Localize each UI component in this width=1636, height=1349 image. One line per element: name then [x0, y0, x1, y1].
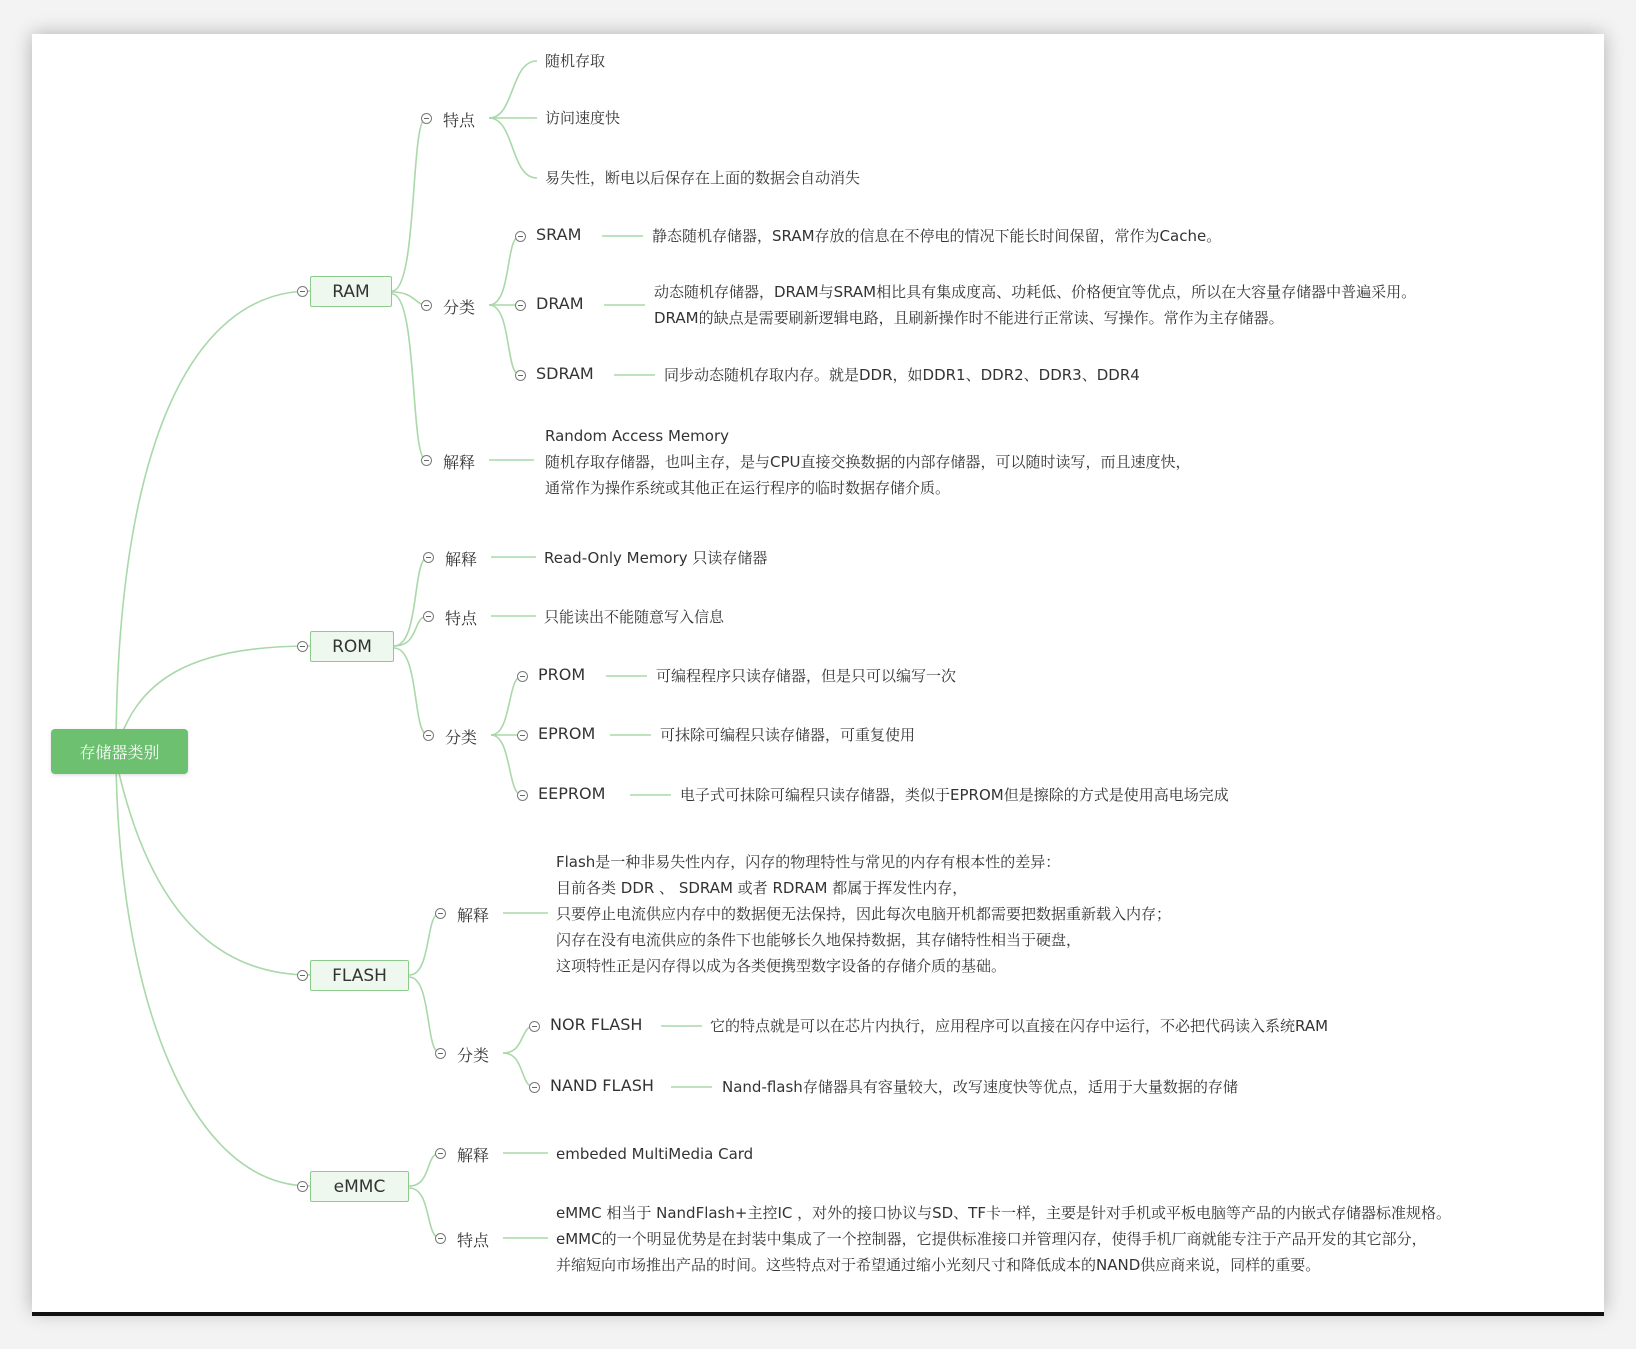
flash-types-label[interactable]: 分类: [457, 1046, 490, 1065]
sdram-toggle[interactable]: [515, 370, 526, 381]
nand-flash-toggle[interactable]: [529, 1082, 540, 1093]
root-node[interactable]: 存储器类别: [51, 729, 188, 774]
flash-explain-label[interactable]: 解释: [457, 906, 490, 925]
emmc-features-line-1: eMMC 相当于 NandFlash+主控IC ，对外的接口协议与SD、TF卡一样，主要是针对手机或平板电脑等产品的内嵌式存储器标准规格。: [556, 1204, 1451, 1222]
rom-collapse-toggle[interactable]: [297, 641, 308, 652]
flash-explain-line-5: 这项特性正是闪存得以成为各类便携型数字设备的存储介质的基础。: [556, 957, 1007, 975]
flash-collapse-toggle[interactable]: [297, 970, 308, 981]
flash-explain-line-4: 闪存在没有电流供应的条件下也能够长久地保持数据，其存储特性相当于硬盘，: [556, 931, 1082, 949]
sram-toggle[interactable]: [515, 231, 526, 242]
emmc-features-label[interactable]: 特点: [457, 1231, 490, 1250]
ram-types-toggle[interactable]: [421, 300, 432, 311]
prom-description[interactable]: 可编程程序只读存储器，但是只可以编写一次: [656, 667, 957, 685]
eeprom-description[interactable]: 电子式可抹除可编程只读存储器，类似于EPROM但是擦除的方式是使用高电场完成: [680, 786, 1229, 804]
rom-types-label[interactable]: 分类: [445, 728, 478, 747]
emmc-collapse-toggle[interactable]: [297, 1181, 308, 1192]
emmc-explain-toggle[interactable]: [435, 1148, 446, 1159]
emmc-features-line-3: 并缩短向市场推出产品的时间。这些特点对于希望通过缩小光刻尺寸和降低成本的NAND供应商来说，同样的重要。: [556, 1256, 1321, 1274]
flash-types-toggle[interactable]: [435, 1048, 446, 1059]
ram-explain-label[interactable]: 解释: [443, 453, 476, 472]
emmc-explain-text[interactable]: embeded MultiMedia Card: [556, 1145, 754, 1163]
emmc-features-toggle[interactable]: [435, 1233, 446, 1244]
nor-flash-toggle[interactable]: [529, 1021, 540, 1032]
rom-features-toggle[interactable]: [423, 611, 434, 622]
flash-explain-line-2: 目前各类 DDR 、 SDRAM 或者 RDRAM 都属于挥发性内存，: [556, 879, 968, 897]
ram-explain-toggle[interactable]: [421, 455, 432, 466]
dram-description-line-1: 动态随机存储器，DRAM与SRAM相比具有集成度高、功耗低、价格便宜等优点，所以在大容量存储器中普遍采用。: [654, 283, 1417, 301]
flash-explain-line-1: Flash是一种非易失性内存，闪存的物理特性与常见的内存有根本性的差异：: [556, 853, 1061, 871]
eeprom-toggle[interactable]: [517, 790, 528, 801]
ram-explain-line-3: 通常作为操作系统或其他正在运行程序的临时数据存储介质。: [545, 479, 951, 497]
rom-types-toggle[interactable]: [423, 730, 434, 741]
sdram-description[interactable]: 同步动态随机存取内存。就是DDR，如DDR1、DDR2、DDR3、DDR4: [664, 366, 1140, 384]
ram-explain-line-2: 随机存取存储器，也叫主存，是与CPU直接交换数据的内部存储器，可以随时读写，而且速度快，: [545, 453, 1191, 471]
eprom-node[interactable]: EPROM: [538, 724, 596, 743]
ram-node[interactable]: RAM: [310, 276, 392, 307]
rom-node[interactable]: ROM: [310, 631, 394, 662]
dram-description[interactable]: [654, 279, 1416, 331]
dram-node[interactable]: DRAM: [536, 294, 584, 313]
flash-explain-text[interactable]: [556, 849, 1171, 979]
ram-collapse-toggle[interactable]: [297, 286, 308, 297]
sram-node[interactable]: SRAM: [536, 225, 582, 244]
ram-feature-2[interactable]: 访问速度快: [545, 109, 621, 127]
ram-explain-line-1: Random Access Memory: [545, 427, 729, 445]
nand-flash-node[interactable]: NAND FLASH: [550, 1076, 654, 1095]
prom-toggle[interactable]: [517, 671, 528, 682]
emmc-explain-label[interactable]: 解释: [457, 1146, 490, 1165]
flash-node[interactable]: FLASH: [310, 960, 409, 991]
rom-features-label[interactable]: 特点: [445, 609, 478, 628]
ram-features-label[interactable]: 特点: [443, 111, 476, 130]
prom-node[interactable]: PROM: [538, 665, 586, 684]
ram-types-label[interactable]: 分类: [443, 298, 476, 317]
emmc-node[interactable]: eMMC: [310, 1171, 409, 1202]
flash-explain-line-3: 只要停止电流供应内存中的数据便无法保持，因此每次电脑开机都需要把数据重新载入内存；: [556, 905, 1172, 923]
eprom-toggle[interactable]: [517, 730, 528, 741]
sram-description[interactable]: 静态随机存储器，SRAM存放的信息在不停电的情况下能长时间保留，常作为Cache。: [652, 227, 1222, 245]
eeprom-node[interactable]: EEPROM: [538, 784, 606, 803]
emmc-features-line-2: eMMC的一个明显优势是在封装中集成了一个控制器，它提供标准接口并管理闪存，使得手机厂商就能专注于产品开发的其它部分，: [556, 1230, 1427, 1248]
dram-description-line-2: DRAM的缺点是需要刷新逻辑电路，且刷新操作时不能进行正常读、写操作。常作为主存储器。: [654, 309, 1284, 327]
rom-explain-label[interactable]: 解释: [445, 550, 478, 569]
ram-features-toggle[interactable]: [421, 113, 432, 124]
rom-explain-toggle[interactable]: [423, 552, 434, 563]
ram-feature-1[interactable]: 随机存取: [545, 52, 606, 70]
nor-flash-description[interactable]: 它的特点就是可以在芯片内执行，应用程序可以直接在闪存中运行，不必把代码读入系统RAM: [710, 1017, 1329, 1035]
rom-explain-text[interactable]: Read-Only Memory 只读存储器: [544, 549, 768, 567]
eprom-description[interactable]: 可抹除可编程只读存储器，可重复使用: [660, 726, 916, 744]
ram-explain-text[interactable]: [545, 423, 1191, 501]
nand-flash-description[interactable]: Nand-flash存储器具有容量较大，改写速度快等优点，适用于大量数据的存储: [722, 1078, 1238, 1096]
dram-toggle[interactable]: [515, 300, 526, 311]
emmc-features-text[interactable]: [556, 1200, 1451, 1278]
rom-features-text[interactable]: 只能读出不能随意写入信息: [544, 608, 725, 626]
sdram-node[interactable]: SDRAM: [536, 364, 594, 383]
nor-flash-node[interactable]: NOR FLASH: [550, 1015, 643, 1034]
ram-feature-3[interactable]: 易失性，断电以后保存在上面的数据会自动消失: [545, 169, 861, 187]
flash-explain-toggle[interactable]: [435, 908, 446, 919]
